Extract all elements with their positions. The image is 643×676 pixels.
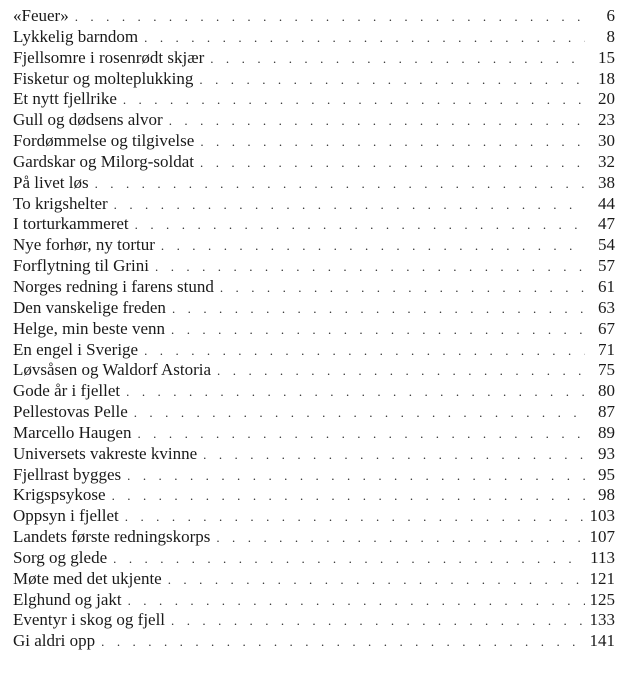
toc-entry (13, 89, 615, 110)
toc-entry (13, 402, 615, 423)
toc-entry-title: Krigspsykose (13, 485, 106, 505)
toc-entry-title: Norges redning i farens stund (13, 276, 214, 296)
toc-entry-page: 98 (598, 485, 615, 505)
toc-entry-title: «Feuer» (13, 6, 69, 25)
toc-entry (13, 298, 615, 319)
toc-entry-page: 30 (598, 131, 615, 151)
toc-entry (13, 173, 615, 194)
toc-entry-title: Gode år i fjellet (13, 381, 121, 401)
dot-leader (75, 7, 585, 28)
toc-entry (13, 381, 615, 402)
toc-entry (13, 194, 615, 215)
toc-entry-page: 44 (598, 193, 615, 213)
toc-entry-title: Fordømmelse og tilgivelse (13, 131, 195, 151)
dot-leader (101, 632, 585, 653)
dot-leader (135, 215, 585, 236)
dot-leader (200, 153, 585, 174)
toc-entry-title: Fjellsomre i rosenrødt skjær (13, 47, 205, 67)
toc-entry (13, 110, 615, 131)
table-of-contents (13, 6, 615, 652)
toc-entry-title: Marcello Haugen (13, 422, 132, 442)
toc-entry-page: 54 (598, 235, 615, 255)
toc-entry-title: Sorg og glede (13, 547, 108, 567)
toc-entry-page: 141 (589, 631, 615, 651)
toc-entry-title: Fjellrast bygges (13, 464, 122, 484)
dot-leader (161, 236, 585, 257)
toc-entry-page: 133 (589, 610, 615, 630)
toc-entry-title: Løvsåsen og Waldorf Astoria (13, 360, 212, 380)
toc-entry-page: 18 (598, 68, 615, 88)
dot-leader (168, 570, 585, 591)
toc-entry-title: Pellestovas Pelle (13, 402, 128, 422)
toc-entry (13, 527, 615, 548)
toc-entry-title: Forflytning til Grini (13, 256, 149, 276)
dot-leader (210, 49, 585, 70)
toc-entry-title: Nye forhør, ny tortur (13, 235, 155, 255)
dot-leader (217, 361, 585, 382)
dot-leader (169, 111, 585, 132)
toc-entry (13, 214, 615, 235)
toc-entry (13, 506, 615, 527)
dot-leader (216, 528, 585, 549)
toc-entry-page: 93 (598, 443, 615, 463)
toc-entry-page: 47 (598, 214, 615, 234)
toc-entry (13, 610, 615, 631)
toc-entry-page: 57 (598, 256, 615, 276)
toc-entry-title: Et nytt fjellrike (13, 89, 117, 109)
toc-entry-title: I torturkammeret (13, 214, 129, 234)
dot-leader (127, 466, 585, 487)
toc-entry-page: 32 (598, 151, 615, 171)
dot-leader (220, 278, 585, 299)
toc-entry-page: 6 (606, 6, 615, 25)
toc-entry-title: Universets vakreste kvinne (13, 443, 198, 463)
dot-leader (144, 28, 585, 49)
toc-entry-page: 38 (598, 172, 615, 192)
toc-entry (13, 131, 615, 152)
toc-entry-title: Oppsyn i fjellet (13, 506, 119, 526)
toc-entry-page: 107 (589, 527, 615, 547)
toc-entry-page: 89 (598, 422, 615, 442)
toc-entry-title: Fisketur og molteplukking (13, 68, 194, 88)
dot-leader (199, 70, 585, 91)
toc-entry (13, 569, 615, 590)
dot-leader (126, 382, 585, 403)
toc-entry-page: 63 (598, 297, 615, 317)
toc-entry (13, 69, 615, 90)
toc-entry-page: 15 (598, 47, 615, 67)
toc-entry (13, 235, 615, 256)
toc-entry-title: Gi aldri opp (13, 631, 96, 651)
toc-entry (13, 256, 615, 277)
toc-entry-page: 23 (598, 110, 615, 130)
dot-leader (113, 549, 585, 570)
toc-entry-page: 61 (598, 276, 615, 296)
toc-entry-page: 20 (598, 89, 615, 109)
toc-entry-page: 87 (598, 402, 615, 422)
dot-leader (123, 90, 585, 111)
toc-entry-title: På livet løs (13, 172, 89, 192)
toc-entry (13, 277, 615, 298)
dot-leader (128, 591, 585, 612)
toc-entry-page: 95 (598, 464, 615, 484)
dot-leader (114, 195, 585, 216)
toc-entry-title: Møte med det ukjente (13, 568, 162, 588)
dot-leader (134, 403, 585, 424)
toc-entry (13, 48, 615, 69)
toc-entry-page: 103 (589, 506, 615, 526)
dot-leader (172, 299, 585, 320)
toc-entry-page: 67 (598, 318, 615, 338)
dot-leader (200, 132, 585, 153)
toc-entry (13, 423, 615, 444)
toc-entry (13, 590, 615, 611)
toc-entry (13, 631, 615, 652)
toc-entry (13, 319, 615, 340)
toc-entry-title: To krigshelter (13, 193, 108, 213)
toc-entry-title: Landets første redningskorps (13, 527, 211, 547)
toc-entry-title: En engel i Sverige (13, 339, 139, 359)
toc-entry-page: 8 (606, 26, 615, 46)
dot-leader (171, 320, 585, 341)
toc-entry-page: 75 (598, 360, 615, 380)
toc-entry-page: 125 (589, 589, 615, 609)
dot-leader (171, 611, 585, 632)
toc-entry-page: 113 (590, 547, 615, 567)
toc-entry-title: Gardskar og Milorg-soldat (13, 151, 194, 171)
toc-entry-page: 121 (589, 568, 615, 588)
dot-leader (155, 257, 585, 278)
toc-entry-title: Gull og dødsens alvor (13, 110, 163, 130)
dot-leader (125, 507, 585, 528)
dot-leader (137, 424, 585, 445)
dot-leader (144, 341, 585, 362)
dot-leader (112, 486, 585, 507)
toc-entry-page: 71 (598, 339, 615, 359)
toc-entry (13, 444, 615, 465)
toc-entry-page: 80 (598, 381, 615, 401)
toc-entry (13, 27, 615, 48)
toc-entry (13, 6, 615, 27)
toc-entry (13, 485, 615, 506)
toc-entry (13, 152, 615, 173)
toc-entry-title: Elghund og jakt (13, 589, 122, 609)
toc-entry (13, 465, 615, 486)
toc-entry (13, 340, 615, 361)
dot-leader (95, 174, 585, 195)
dot-leader (203, 445, 585, 466)
toc-entry-title: Eventyr i skog og fjell (13, 610, 166, 630)
toc-entry-title: Helge, min beste venn (13, 318, 166, 338)
toc-entry (13, 360, 615, 381)
toc-entry (13, 548, 615, 569)
toc-entry-title: Den vanskelige freden (13, 297, 166, 317)
toc-entry-title: Lykkelig barndom (13, 26, 139, 46)
